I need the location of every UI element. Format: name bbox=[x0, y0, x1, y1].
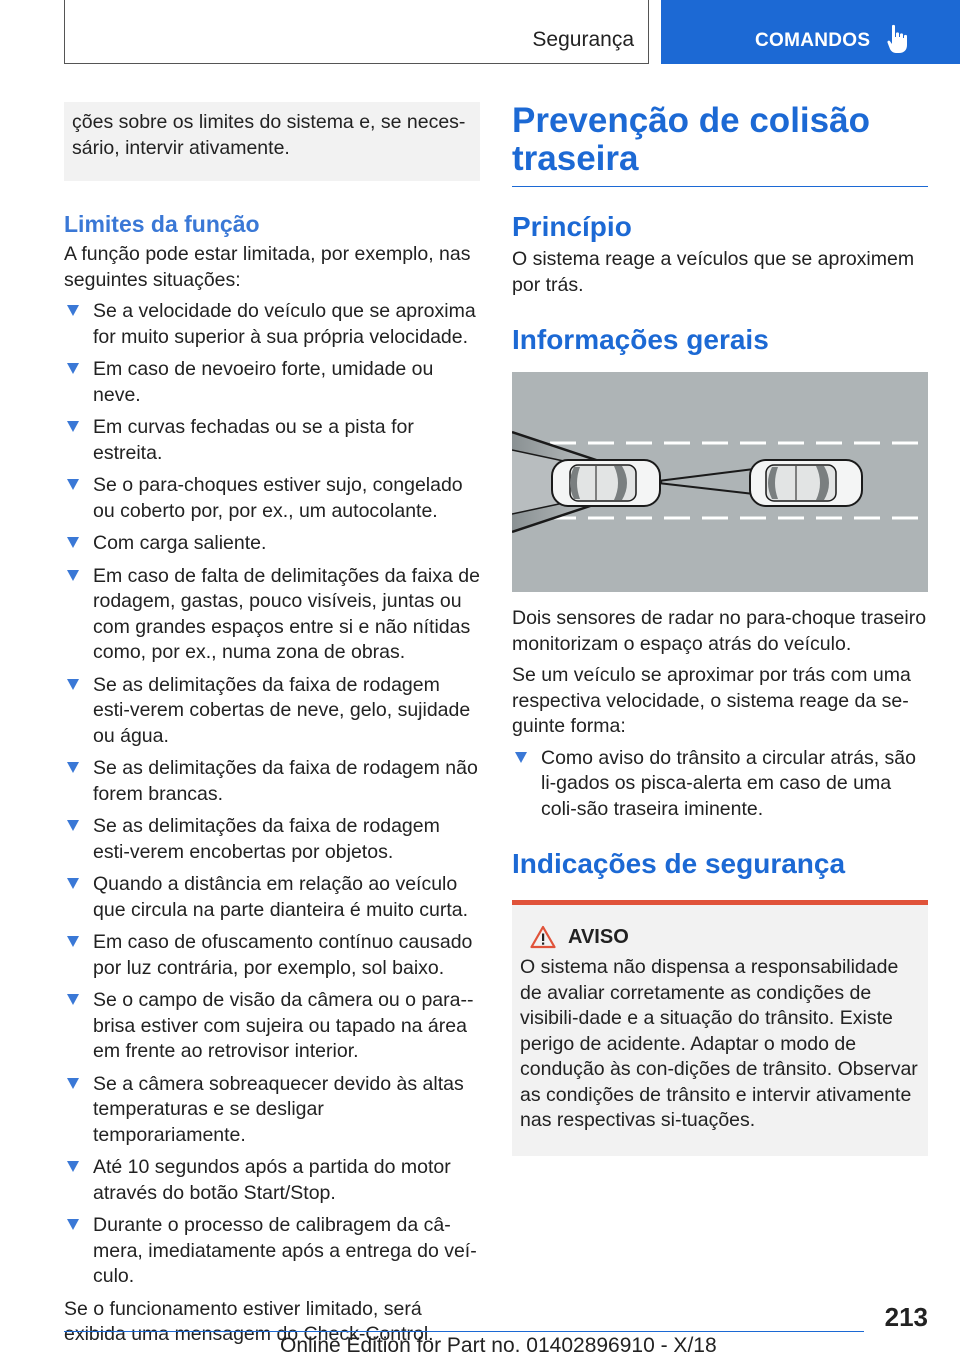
left-column bbox=[64, 102, 480, 1348]
limits-outro: Se o funcionamento estiver limitado, será exibida uma mensagem do Check-Control. bbox=[64, 1297, 434, 1345]
warning-text: O sistema não dispensa a responsabilidade de avaliar corretamente as condições de visibili-dade e a situação do trânsito. Existe perigo de acidente. Adaptar o modo de condução às con-dições de trânsito. Observar as condições de trânsito e intervir ativamente nas respectivas si-tuações. bbox=[520, 956, 918, 1131]
intro-text: ções sobre os limites do sistema e, se neces-sário, intervir ativamente. bbox=[72, 111, 466, 159]
radar-illustration bbox=[512, 372, 928, 592]
general-paragraph-1: Dois sensores de radar no para-choque traseiro monitorizam o espaço atrás do veículo. bbox=[512, 607, 927, 655]
right-column bbox=[512, 102, 928, 1156]
bullet-triangle-icon bbox=[67, 537, 79, 548]
header-section-title: Segurança bbox=[532, 28, 634, 51]
list-item: Como aviso do trânsito a circular atrás, são li-gados os pisca-alerta em caso de uma coli-são traseira iminente. bbox=[512, 746, 928, 823]
intro-box bbox=[64, 102, 480, 181]
list-item: Se as delimitações da faixa de rodagem não forem brancas. bbox=[64, 756, 480, 807]
bullet-triangle-icon bbox=[67, 936, 79, 947]
bullet-triangle-icon bbox=[67, 878, 79, 889]
warning-title bbox=[530, 925, 920, 949]
bullet-triangle-icon bbox=[67, 1161, 79, 1172]
principle-text: O sistema reage a veículos que se aproximem por trás. bbox=[512, 248, 915, 296]
general-heading: Informações gerais bbox=[512, 324, 769, 355]
warning-triangle-icon bbox=[530, 925, 556, 949]
list-item: Se o campo de visão da câmera ou o para--brisa estiver com sujeira ou tapado na área em frente ao retrovisor interior. bbox=[64, 988, 480, 1065]
list-item: Em caso de falta de delimitações da faixa de rodagem, gastas, pouco visíveis, juntas ou com grandes espaços entre si e não nítidas como, por ex., numa zona de obras. bbox=[64, 564, 480, 666]
header-chapter-title: COMANDOS bbox=[755, 30, 871, 51]
list-item: Em caso de ofuscamento contínuo causado por luz contrária, por exemplo, sol baixo. bbox=[64, 930, 480, 981]
general-list bbox=[512, 746, 928, 823]
bullet-triangle-icon bbox=[67, 820, 79, 831]
bullet-triangle-icon bbox=[67, 679, 79, 690]
list-item: Se o para-choques estiver sujo, congelado ou coberto por, por ex., um autocolante. bbox=[64, 473, 480, 524]
list-item: Em caso de nevoeiro forte, umidade ou neve. bbox=[64, 357, 480, 408]
car-own-icon bbox=[552, 460, 660, 506]
list-item: Se as delimitações da faixa de rodagem esti-verem encobertas por objetos. bbox=[64, 814, 480, 865]
list-item: Em curvas fechadas ou se a pista for estreita. bbox=[64, 415, 480, 466]
footer-divider bbox=[64, 1331, 864, 1332]
bullet-triangle-icon bbox=[67, 762, 79, 773]
list-item: Até 10 segundos após a partida do motor através do botão Start/Stop. bbox=[64, 1155, 480, 1206]
warning-label: AVISO bbox=[568, 925, 629, 948]
list-item: Se a câmera sobreaquecer devido às altas temperaturas e se desligar temporariamente. bbox=[64, 1072, 480, 1149]
limits-list bbox=[64, 299, 480, 1290]
car-approaching-icon bbox=[750, 460, 862, 506]
list-item: Quando a distância em relação ao veículo que circula na parte dianteira é muito curta. bbox=[64, 872, 480, 923]
header-section-box bbox=[64, 0, 649, 64]
section-title: Prevenção de colisão traseira bbox=[512, 102, 928, 187]
bullet-triangle-icon bbox=[67, 1078, 79, 1089]
bullet-triangle-icon bbox=[67, 1219, 79, 1230]
list-item: Com carga saliente. bbox=[64, 531, 480, 557]
radar-diagram bbox=[512, 372, 928, 592]
list-item: Durante o processo de calibragem da câ-mera, imediatamente após a entrega do veí-culo. bbox=[64, 1213, 480, 1290]
bullet-triangle-icon bbox=[67, 994, 79, 1005]
header-chapter-tab bbox=[661, 0, 960, 64]
list-item: Se a velocidade do veículo que se aproxima for muito superior à sua própria velocidade. bbox=[64, 299, 480, 350]
footer-edition: Online Edition for Part no. 01402896910 - X/18 bbox=[280, 1334, 717, 1357]
principle-heading: Princípio bbox=[512, 211, 632, 242]
list-item: Se as delimitações da faixa de rodagem esti-verem cobertas de neve, gelo, sujidade ou água. bbox=[64, 673, 480, 750]
bullet-triangle-icon bbox=[67, 305, 79, 316]
bullet-triangle-icon bbox=[67, 363, 79, 374]
limits-intro: A função pode estar limitada, por exemplo, nas seguintes situações: bbox=[64, 243, 471, 291]
limits-heading: Limites da função bbox=[64, 211, 260, 237]
bullet-triangle-icon bbox=[67, 421, 79, 432]
warning-box bbox=[512, 900, 928, 1156]
page-number: 213 bbox=[884, 1302, 928, 1332]
general-paragraph-2: Se um veículo se aproximar por trás com uma respectiva velocidade, o sistema reage da se-guinte forma: bbox=[512, 664, 911, 737]
hand-pointer-icon bbox=[887, 24, 909, 54]
bullet-triangle-icon bbox=[67, 479, 79, 490]
bullet-triangle-icon bbox=[515, 752, 527, 763]
safety-heading: Indicações de segurança bbox=[512, 848, 846, 879]
bullet-triangle-icon bbox=[67, 570, 79, 581]
